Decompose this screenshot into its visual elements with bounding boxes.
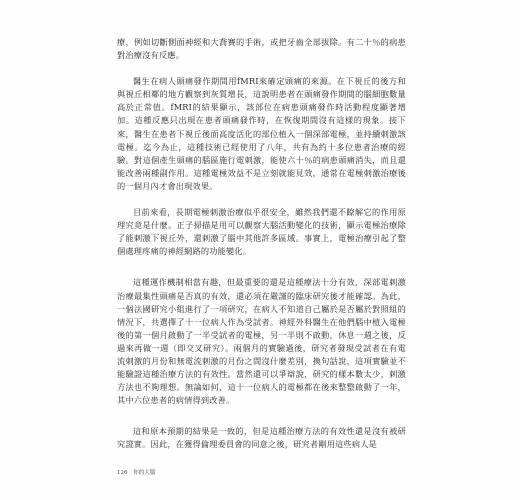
body-text xyxy=(117,36,406,452)
paragraph: 這和原本預期的結果是一致的，但是這種治療方法的有效性還是沒有被研究證實。因此，在獲得倫理委員會的同意之後，研究者剛用這些病人是 xyxy=(117,426,406,450)
paragraph-gap xyxy=(117,258,406,276)
paragraph: 醫生在病人頭痛發作期間用fMRI來確定頭痛的來源。在下視丘的後方和與視丘相鄰的地方觀察到灰質增長，這說明患者在頭痛發作期間的腦細胞數量高於正常值。fMRI的結果顯示，該部位在病患頭痛發作時活動程度顯著增加。這種反應只出現在患者頭痛發作時，在恢復期間沒有這樣的現象。接下來，醫生在患者下視丘後面高度活化的部位植入一個深部電極，並持續刺激該電極。迄今為止，這種技術已經使用了八年，共有為約十多位患者治療的經驗。對這個產生頭痛的腦區施行電刺激，能使六十％的病患頭痛消失，而且還能改善兩種副作用。這種電極效益不是立刻就能見效，通常在電極刺激治療後的一個月內才會出現效果。 xyxy=(117,76,406,191)
running-title: 你的大腦 xyxy=(133,470,156,476)
paragraph: 目前來看，長期電極刺激治療似乎很安全，雖然我們還不瞭解它的作用原理究竟是什麼。正子掃描是用可以觀察大腦活動變化的技術，顯示電極治療除了能刺激下視丘外，還刺激了腦中其他許多區域。事實上，電極治療引起了整個處理疼痛的神經網路的功能變化。 xyxy=(117,207,406,257)
page-number: 126 xyxy=(117,470,128,476)
page-footer xyxy=(117,468,159,476)
paragraph-gap xyxy=(117,62,406,75)
paragraph-gap xyxy=(117,193,406,206)
paragraph-continuation: 療，例如切斷側面神經和大喬賽的手術，或把牙齒全部拔除。有二十％的病患對治療沒有反應。 xyxy=(117,37,406,61)
paragraph: 這種運作機制相當有趣，但最重要的還是這種療法十分有效，深部電刺激治療最集性頭痛是否真的有效，還必須在嚴謹的臨床研究後才能確認。為此，一個法國研究小組進行了一項研究，在病人不知道自己屬於是否屬於對照組的情況下，共選擇了十一位病人作為受試者。神經外科醫生在他們腦中植入電極後的第一個月啟動了一半受試者的電極，另一半則不啟動，休息一週之後，反過來再做一週（即交叉研究）。兩個月的實驗過後，研究者發現受試者在有電流刺激的月份和無電流刺激的月份之間沒什麼差別，換句話說，這項實驗並不能驗證這種治療方法的有效性。當然還可以爭辯說，研究的樣本數太少，刺激方法也不夠理想。無論如何，這十一位病人的電極都在後來整整啟動了一年，其中六位患者的病情得到改善。 xyxy=(117,277,406,406)
paragraph-gap xyxy=(117,407,406,425)
